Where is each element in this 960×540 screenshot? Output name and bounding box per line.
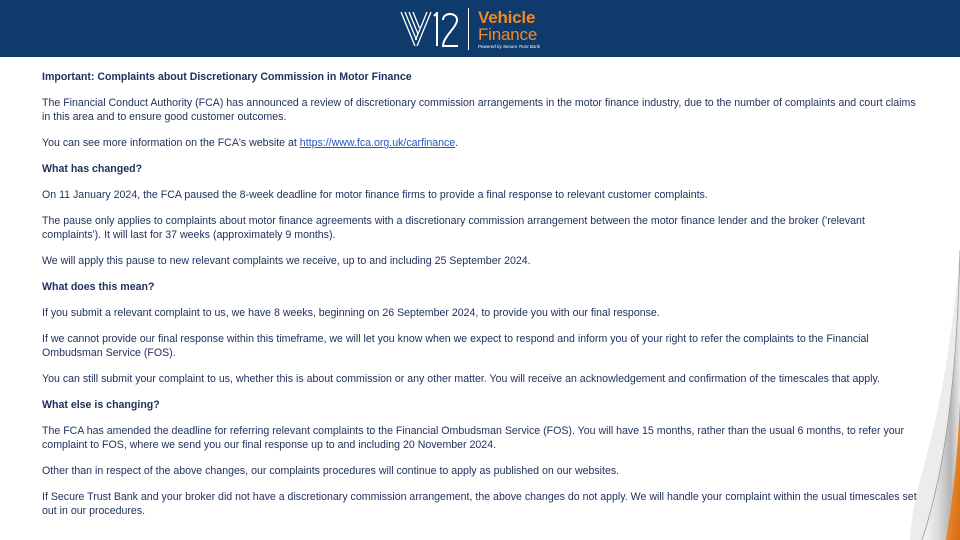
more-info-suffix: . bbox=[455, 137, 459, 149]
changed-paragraph-1: On 11 January 2024, the FCA paused the 8-week deadline for motor finance firms to provide a final response to relevant customer complaints. bbox=[42, 189, 708, 201]
logo-tagline: Powered by Secure Trust Bank bbox=[478, 43, 540, 49]
logo-vehicle-text: Vehicle bbox=[478, 7, 536, 27]
mean-paragraph-2: If we cannot provide our final response within this timeframe, we will let you know when we expect to respond and inform you of your right to refer the complaints to the Financial Ombudsman Service (FOS). bbox=[42, 333, 869, 359]
logo-divider bbox=[468, 8, 469, 50]
changed-paragraph-2: The pause only applies to complaints about motor finance agreements with a discretionary commission arrangement between the motor finance lender and the broker ('relevant complaints'). It will last for 37 weeks (approximately 9 months). bbox=[42, 215, 865, 241]
notice-title: Important: Complaints about Discretionary Commission in Motor Finance bbox=[42, 71, 412, 83]
more-info-paragraph bbox=[42, 136, 920, 150]
logo-wordmark bbox=[478, 9, 540, 50]
intro-paragraph: The Financial Conduct Authority (FCA) has announced a review of discretionary commission arrangements in the motor finance industry, due to the number of complaints and court claims in this area and to ensure good customer outcomes. bbox=[42, 97, 916, 123]
logo-finance-text: Finance bbox=[478, 24, 538, 44]
v12-logo-icon bbox=[400, 9, 460, 49]
fca-carfinance-link[interactable]: https://www.fca.org.uk/carfinance bbox=[299, 137, 456, 149]
what-does-this-mean-heading: What does this mean? bbox=[42, 281, 155, 293]
complaints-notice bbox=[42, 70, 920, 530]
more-info-prefix: You can see more information on the FCA's website at bbox=[42, 137, 300, 149]
v12-mark bbox=[400, 9, 460, 49]
mean-paragraph-3: You can still submit your complaint to us, whether this is about commission or any other matter. You will receive an acknowledgement and confirmation of the timescales that apply. bbox=[42, 373, 880, 385]
changed-paragraph-3: We will apply this pause to new relevant complaints we receive, up to and including 25 September 2024. bbox=[42, 255, 531, 267]
what-else-is-changing-heading: What else is changing? bbox=[42, 399, 160, 411]
else-paragraph-1: The FCA has amended the deadline for referring relevant complaints to the Financial Ombudsman Service (FOS). You will have 15 months, rather than the usual 6 months, to refer your complaint to FOS, where we send you our final response up to and including 20 November 2024. bbox=[42, 425, 905, 451]
mean-paragraph-1: If you submit a relevant complaint to us, we have 8 weeks, beginning on 26 September 2024, to provide you with our final response. bbox=[42, 307, 660, 319]
else-paragraph-2: Other than in respect of the above changes, our complaints procedures will continue to apply as published on our websites. bbox=[42, 465, 620, 477]
v12-vehicle-finance-logo[interactable] bbox=[400, 6, 540, 52]
site-header bbox=[0, 0, 960, 57]
else-paragraph-3: If Secure Trust Bank and your broker did not have a discretionary commission arrangement, the above changes do not apply. We will handle your complaint within the usual timescales set out in our procedures. bbox=[42, 491, 917, 517]
what-has-changed-heading: What has changed? bbox=[42, 163, 143, 175]
